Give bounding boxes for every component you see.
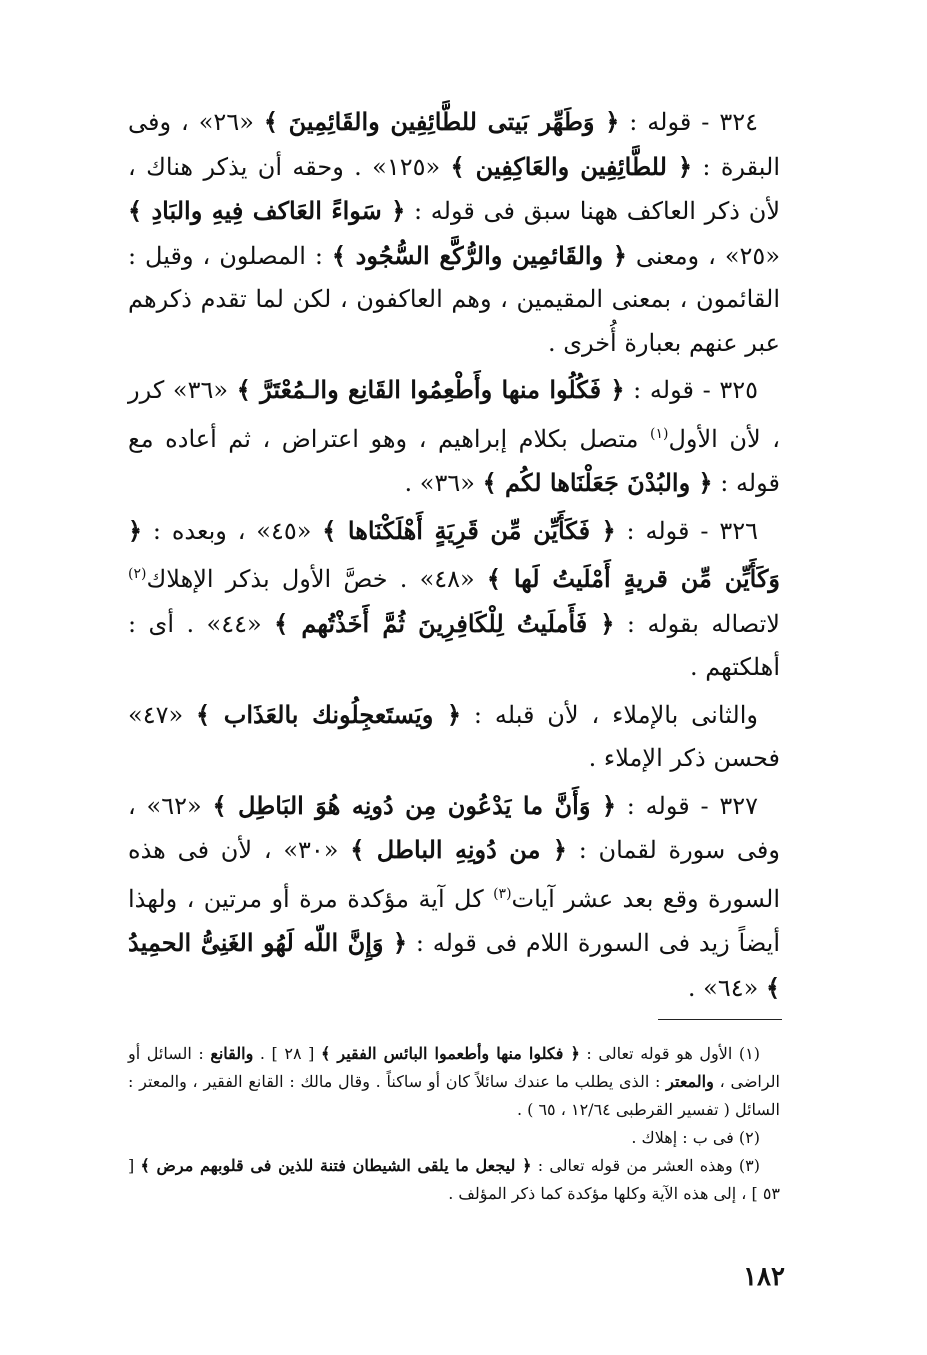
footnotes bbox=[128, 1040, 780, 1208]
text-run: «٤٥» ، وبعده : bbox=[142, 516, 323, 545]
text-run: «٤٤» . أى : أهلكتهم . bbox=[128, 609, 780, 681]
quran-quote: ﴿ وَكَأَيِّن مِّن قريةٍ أَمْلَيتُ لَها ﴾ bbox=[128, 515, 781, 593]
text-run: (١) الأول هو قوله تعالى : bbox=[579, 1044, 760, 1063]
paragraph-324 bbox=[128, 100, 780, 365]
footnote-3 bbox=[128, 1152, 780, 1208]
text-run: [ ٥٣ ] ، إلى هذه الآية وكلها مؤكدة كما ذكر المؤلف . bbox=[128, 1156, 780, 1203]
text-run: : المصلون ، وقيل : القائمون ، بمعنى المقيمين ، وهم العاكفون ، لكن لما تقدم ذكرهم عبر عنهم بعبارة أُخرى . bbox=[128, 241, 780, 357]
quran-quote: ﴿ وَأَنَّ ما يَدْعُون مِن دُونِه هُوَ البَاطِل ﴾ bbox=[212, 790, 617, 820]
quran-quote: ﴿ فَكُلُوا منها وأَطْعِمُوا القَانِع والـمُعْتَرَّ ﴾ bbox=[236, 375, 625, 404]
text-run: كل آية مؤكدة مرة أو مرتين ، ولهذا أيضاً زيد فى السورة اللام فى قوله : bbox=[128, 884, 781, 957]
text-run: : السائل أو الراضى ، bbox=[128, 1044, 780, 1091]
text-run: (٣) وهذه العشر من قوله تعالى : bbox=[531, 1156, 760, 1175]
paragraph-327 bbox=[128, 784, 780, 1011]
text-run: متصل بكلام إبراهيم ، وهو اعتراض ، ثم أعاده مع قوله : bbox=[128, 424, 780, 497]
term: والقانع bbox=[210, 1044, 254, 1063]
text-run: (٢) فى ب : إهلاك . bbox=[631, 1128, 760, 1147]
paragraph-325 bbox=[128, 368, 780, 506]
quran-quote: ﴿ فكلوا منها وأطعموا البائس الفقير ﴾ bbox=[320, 1044, 580, 1063]
footnote-2 bbox=[128, 1124, 780, 1152]
text-run: «٢٦» ، وفى البقرة : bbox=[128, 108, 780, 181]
text-run: «٦٢» ، وفى سورة لقمان : bbox=[128, 791, 780, 864]
text-run: ٣٢٥ - قوله : bbox=[624, 376, 759, 404]
quran-quote: ﴿ للطَّائِفِين والعَاكِفِين ﴾ bbox=[450, 151, 693, 181]
footnote-ref: (٣) bbox=[493, 885, 512, 902]
text-run: ٣٢٧ - قوله : bbox=[616, 791, 759, 820]
paragraph-326-continued bbox=[128, 693, 780, 781]
footnote-divider bbox=[658, 1019, 782, 1020]
text-run: ٣٢٤ - قوله : bbox=[619, 108, 759, 136]
footnote-ref: (٢) bbox=[128, 566, 147, 582]
footnote-ref: (١) bbox=[649, 425, 669, 442]
term: والمعتر bbox=[666, 1072, 714, 1091]
text-run: [ ٢٨ ] . bbox=[253, 1044, 321, 1063]
footnote-1 bbox=[128, 1040, 780, 1124]
quran-quote: ﴿ وَإِنَّ اللّه لَهُو الغَنِىُّ الحمِيدُ ﴾ bbox=[128, 928, 780, 1002]
text-run: «٣٠» ، لأن فى هذه السورة وقع بعد عشر آيات bbox=[128, 836, 780, 913]
quran-quote: ﴿ سَواءً العَاكف فِيهِ والبَادِ ﴾ bbox=[128, 196, 406, 225]
text-run: «٤٨» . خصَّ الأول بذكر الإهلاك bbox=[146, 565, 487, 593]
text-run: والثانى بالإملاء ، لأن قبله : bbox=[461, 700, 758, 729]
paragraph-326 bbox=[128, 509, 780, 690]
text-run: لاتصاله بقوله : bbox=[614, 609, 780, 638]
text-run: «٣٦» كرر ، لأن الأول bbox=[128, 376, 780, 453]
text-run: «٦٤» . bbox=[687, 973, 766, 1002]
text-run: «٤٧» فحسن ذكر الإملاء . bbox=[128, 700, 780, 772]
quran-quote: ﴿ والبُدْنَ جَعَلْنَاها لكُم ﴾ bbox=[482, 468, 713, 497]
quran-quote: ﴿ وَطَهِّر بَيتى للطَّائِفِين والقَائِمِينَ ﴾ bbox=[263, 107, 620, 136]
text-run: ٣٢٦ - قوله : bbox=[615, 516, 758, 545]
quran-quote: ﴿ ويَستَعجِلُونك بالعَذَاب ﴾ bbox=[196, 699, 462, 729]
quran-quote: ﴿ والقَائمِين والرُّكَّع السُّجُود ﴾ bbox=[331, 240, 627, 270]
main-text bbox=[128, 100, 780, 1013]
quran-quote: ﴿ فَأَملَيتُ لِلْكَافِرِينَ ثُمَّ أَخَذْتُهم ﴾ bbox=[274, 608, 615, 638]
quran-quote: ﴿ من دُونِهِ الباطل ﴾ bbox=[350, 835, 567, 864]
page-number: ١٨٢ bbox=[743, 1262, 785, 1292]
text-run: «١٢٥» . وحقه أن يذكر هناك ، لأن ذكر العاكف ههنا سبق فى قوله : bbox=[128, 152, 781, 225]
text-run: «٣٦» . bbox=[404, 469, 483, 497]
text-run: : الذى يطلب ما عندك سائلاً كان أو ساكناً . وقال مالك : القانع الفقير ، والمعتر : السائل ( تفسير القرطبى ١٢/٦٤ ، ٦٥ ) . bbox=[128, 1072, 780, 1119]
quran-quote: ﴿ ليجعل ما يلقى الشيطان فتنة للذين فى قلوبهم مرض ﴾ bbox=[140, 1156, 532, 1175]
text-run: «٢٥» ، ومعنى bbox=[626, 241, 780, 270]
quran-quote: ﴿ فَكَأَيِّن مِّن قَرِيَةٍ أَهْلَكْنَاها ﴾ bbox=[322, 515, 616, 545]
